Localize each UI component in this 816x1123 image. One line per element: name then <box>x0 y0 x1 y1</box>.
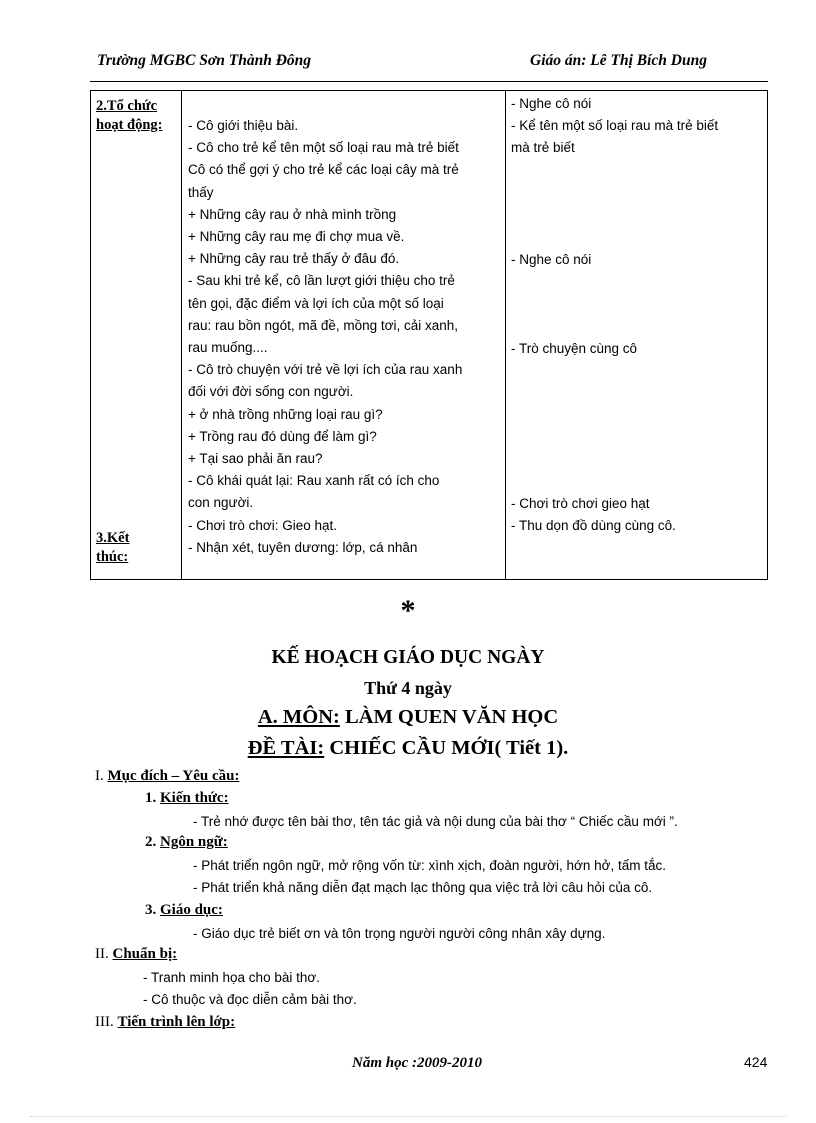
section-2-heading: II. Chuẩn bị: <box>95 946 178 962</box>
teacher-line: - Sau khi trẻ kể, cô lần lượt giới thiệu cho trẻ <box>188 273 455 289</box>
teacher-line: rau: rau bồn ngót, mã đề, mồng tơi, cải xanh, <box>188 317 459 333</box>
teacher-line: thấy <box>188 184 214 200</box>
subsection-3-heading: 3. Giáo dục: <box>145 902 223 918</box>
subject-heading <box>0 706 816 729</box>
teacher-line: - Cô trò chuyện với trẻ về lợi ích của rau xanh <box>188 362 463 378</box>
child-line: - Trò chuyện cùng cô <box>511 341 638 356</box>
child-line: - Kể tên một số loại rau mà trẻ biết <box>511 118 719 134</box>
teacher-line: - Nhận xét, tuyên dương: lớp, cá nhân <box>188 539 418 555</box>
knowledge-item: - Trẻ nhớ được tên bài thơ, tên tác giả và nội dung của bài thơ “ Chiếc cầu mới ”. <box>193 814 678 829</box>
teacher-line: - Cô giới thiệu bài. <box>188 118 299 133</box>
children-activities-d <box>511 493 676 537</box>
teacher-line: - Chơi trò chơi: Gieo hạt. <box>188 517 338 533</box>
subsection-2-heading: 2. Ngôn ngữ: <box>145 834 228 850</box>
child-line: - Nghe cô nói <box>511 252 592 267</box>
language-item-1: - Phát triển ngôn ngữ, mở rộng vốn từ: xình xịch, đoàn người, hớn hở, tấm tắc. <box>193 858 667 873</box>
table-divider-2 <box>505 91 506 579</box>
plan-title: KẾ HOẠCH GIÁO DỤC NGÀY <box>271 647 545 668</box>
teacher-line: + Những cây rau trẻ thấy ở đâu đó. <box>188 251 400 267</box>
children-activities-a <box>511 93 718 160</box>
language-item-2: - Phát triển khả năng diễn đạt mạch lạc thông qua việc trả lời câu hỏi của cô. <box>193 880 653 895</box>
teacher-line: + Những cây rau mẹ đi chợ mua về. <box>188 229 405 245</box>
topic-name: CHIẾC CẦU MỚI( Tiết 1). <box>329 737 569 759</box>
teacher-line: - Cô cho trẻ kể tên một số loại rau mà trẻ biết <box>188 140 459 156</box>
section-1-heading: I. Mục đích – Yêu cầu: <box>95 768 240 784</box>
child-line: - Nghe cô nói <box>511 96 592 111</box>
header-rule <box>90 81 768 82</box>
table-divider-1 <box>181 91 182 579</box>
subsection-1-heading: 1. Kiến thức: <box>145 790 229 806</box>
teacher-line: + Trồng rau đó dùng để làm gì? <box>188 428 377 444</box>
step-2-label: 2.Tổ chức hoạt động: <box>96 98 163 133</box>
header-school: Trường MGBC Sơn Thành Đông <box>97 52 312 69</box>
teacher-line: con người. <box>188 495 254 511</box>
teacher-activities <box>188 115 462 559</box>
topic-label: ĐỀ TÀI: <box>247 737 325 759</box>
separator-asterisk: * <box>400 594 416 627</box>
teacher-line: rau muống.... <box>188 340 268 356</box>
teacher-line: + Tại sao phải ăn rau? <box>188 451 323 467</box>
plan-day: Thứ 4 ngày <box>364 678 452 698</box>
footer-school-year: Năm học :2009-2010 <box>352 1055 482 1071</box>
child-line: - Chơi trò chơi gieo hạt <box>511 496 650 511</box>
subject-name: LÀM QUEN VĂN HỌC <box>344 706 559 728</box>
step-3-label: 3.Kết thúc: <box>96 530 130 565</box>
header-author: Giáo án: Lê Thị Bích Dung <box>530 52 707 69</box>
education-item: - Giáo dục trẻ biết ơn và tôn trọng người người công nhân xây dựng. <box>193 926 606 941</box>
teacher-line: Cô có thể gợi ý cho trẻ kể các loại cây mà trẻ <box>188 162 459 178</box>
teacher-line: tên gọi, đặc điểm và lợi ích của một số loại <box>188 295 444 311</box>
teacher-line: + Những cây rau ở nhà mình trồng <box>188 206 397 222</box>
teacher-line: + ở nhà trồng những loại rau gì? <box>188 406 383 422</box>
teacher-line: đối với đời sống con người. <box>188 384 354 400</box>
child-line: mà trẻ biết <box>511 140 575 156</box>
subject-label: A. MÔN: <box>257 706 340 728</box>
section-3-heading: III. Tiến trình lên lớp: <box>95 1014 236 1030</box>
prep-item-2: - Cô thuộc và đọc diễn cảm bài thơ. <box>143 992 357 1007</box>
page-bottom-border <box>30 1116 786 1117</box>
topic-heading <box>0 737 816 760</box>
teacher-line: - Cô khái quát lại: Rau xanh rất có ích cho <box>188 473 440 489</box>
prep-item-1: - Tranh minh họa cho bài thơ. <box>143 970 320 985</box>
page-number: 424 <box>744 1054 768 1070</box>
activity-table <box>90 90 768 580</box>
child-line: - Thu dọn đồ dùng cùng cô. <box>511 518 676 534</box>
